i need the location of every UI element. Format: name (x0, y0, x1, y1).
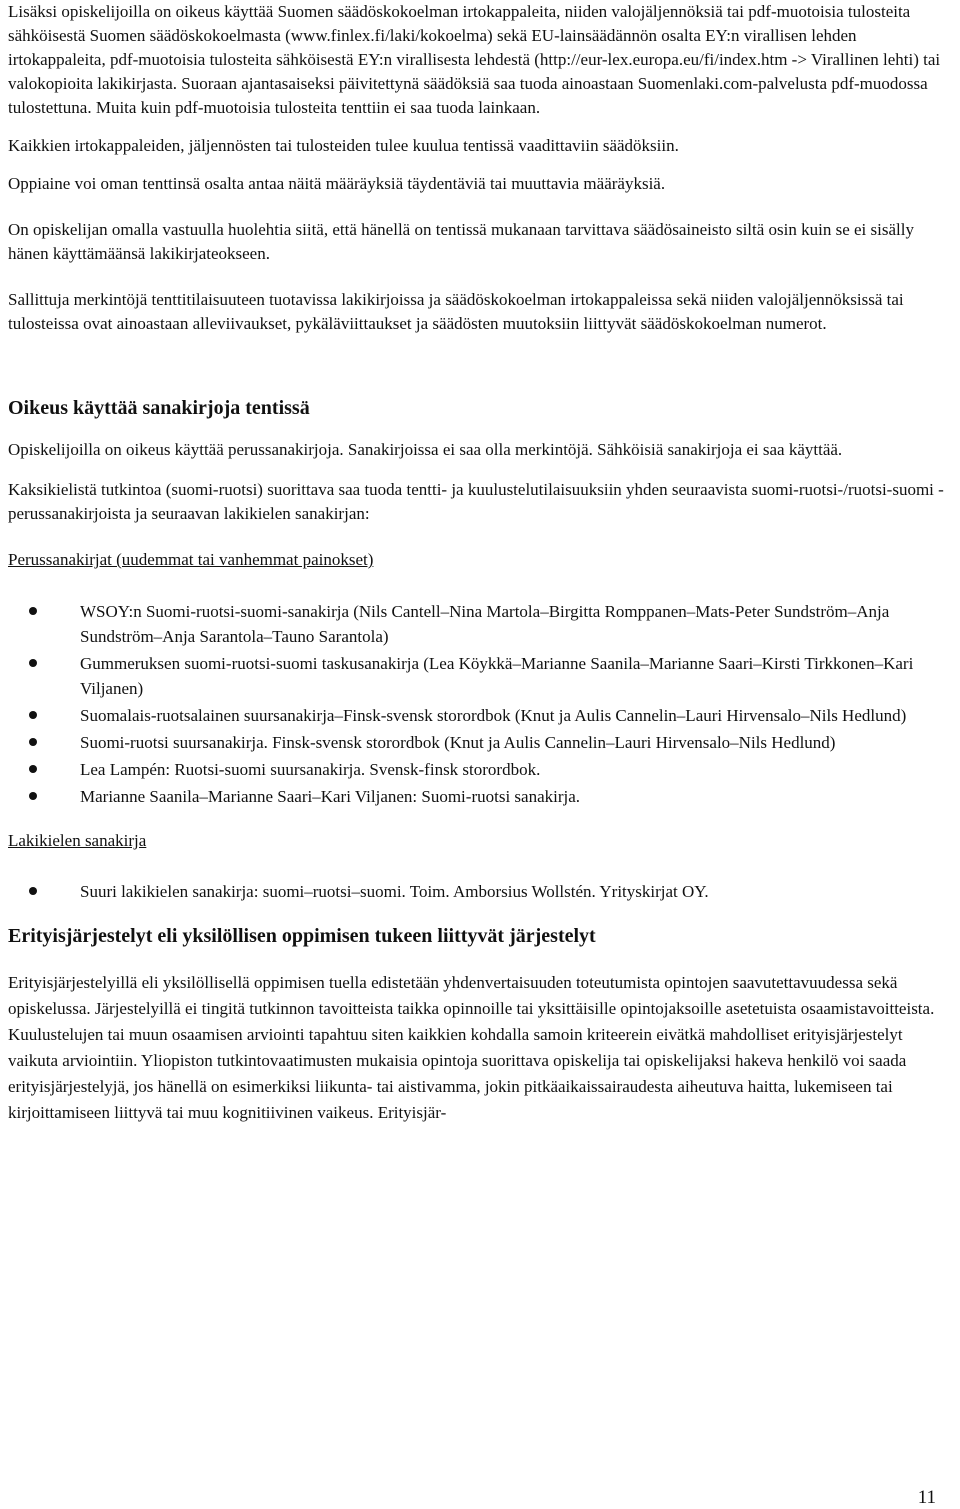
paragraph-special-arrangements: Erityisjärjestelyillä eli yksilöllisellä oppimisen tuella edistetään yhdenvertaisuuden toteutumista opintojen saavutettavuudessa sekä opiskelussa. Järjestelyillä ei tingitä tutkinnon tavoitteista taikka opinnoille tai yksittäisille opintojaksoille asetetuista osaamistavoitteista. Kuulustelujen tai muun osaamisen arviointi tapahtuu siten kaikkien kohdalla samoin kriteerein eivätkä mahdolliset erityisjärjestelyt vaikuta arviointiin. Yliopiston tutkintovaatimusten mukaisia opintoja suorittava opiskelija tai opiskelijaksi hakeva henkilö voi saada erityisjärjestelyjä, jos hänellä on esimerkiksi liikunta- tai aistivamma, jokin pitkäaikaissairaudesta aiheutuva haitta, lukemiseen tai kirjoittamiseen liittyvä tai muu kognitiivinen vaikeus. Erityisjär- (8, 973, 935, 1122)
bullet-icon (29, 887, 37, 895)
list-item (8, 879, 956, 904)
paragraph-dictionaries-intro: Opiskelijoilla on oikeus käyttää perussanakirjoja. Sanakirjoissa ei saa olla merkintöjä. Sähköisiä sanakirjoja ei saa käyttää. (8, 440, 843, 459)
bullet-icon (29, 659, 37, 667)
paragraph-required-statutes: Kaikkien irtokappaleiden, jäljennösten tai tulosteiden tulee kuulua tentissä vaadittaviin säädöksiin. (8, 136, 679, 155)
legal-dictionary-list (8, 879, 956, 904)
bullet-icon (29, 607, 37, 615)
list-item-text: WSOY:n Suomi-ruotsi-suomi-sanakirja (Nils Cantell–Nina Martola–Birgitta Romppanen–Mats-Peter Sundström–Anja Sundström–Anja Sarantola–Tauno Sarantola) (80, 602, 890, 646)
bullet-icon (29, 792, 37, 800)
list-item-text: Gummeruksen suomi-ruotsi-suomi taskusanakirja (Lea Köykkä–Marianne Saanila–Marianne Saari–Kirsti Tirkkonen–Kari Viljanen) (80, 654, 914, 698)
list-item (8, 651, 956, 701)
list-item (8, 703, 956, 728)
section-heading-special-arrangements: Erityisjärjestelyt eli yksilöllisen oppimisen tukeen liittyvät järjestelyt (8, 925, 596, 947)
paragraph-bilingual-degree: Kaksikielistä tutkintoa (suomi-ruotsi) suorittava saa tuoda tentti- ja kuulustelutilaisuuksiin yhden seuraavista suomi-ruotsi-/ruotsi-suomi -perussanakirjoista ja seuraavan lakikielen sanakirjan: (8, 480, 944, 523)
bullet-icon (29, 711, 37, 719)
basic-dictionaries-label: Perussanakirjat (uudemmat tai vanhemmat painokset) (8, 550, 374, 569)
paragraph-statute-copies: Lisäksi opiskelijoilla on oikeus käyttää Suomen säädöskokoelman irtokappaleita, niiden valojäljennöksiä tai pdf-muotoisia tulosteita sähköisestä Suomen säädöskokoelmasta (www.finlex.fi/laki/kokoelma) sekä EU-lainsäädännön osalta EY:n virallisen lehden irtokappaleita, pdf-muotoisia tulosteita sähköisestä EY:n virallisesta lehdestä (http://eur-lex.europa.eu/fi/index.htm -> Virallinen lehti) tai valokopioita lakikirjasta. Suoraan ajantasaiseksi päivitettynä säädöksiä saa tuoda ainoastaan Suomenlaki.com-palvelusta pdf-muodossa tulostettuna. Muita kuin pdf-muotoisia tulosteita tenttiin ei saa tuoda lainkaan. (8, 2, 941, 117)
page-number: 11 (917, 1487, 936, 1508)
bullet-icon (29, 738, 37, 746)
list-item-text: Suomalais-ruotsalainen suursanakirja–Finsk-svensk storordbok (Knut ja Aulis Cannelin–Lauri Hirvensalo–Nils Hedlund) (80, 706, 907, 725)
section-heading-dictionaries: Oikeus käyttää sanakirjoja tentissä (8, 397, 310, 419)
list-item (8, 599, 956, 649)
list-item-text: Lea Lampén: Ruotsi-suomi suursanakirja. Svensk-finsk storordbok. (80, 760, 541, 779)
list-item (8, 730, 956, 755)
list-item-text: Suomi-ruotsi suursanakirja. Finsk-svensk storordbok (Knut ja Aulis Cannelin–Lauri Hirvensalo–Nils Hedlund) (80, 733, 836, 752)
list-item-text: Suuri lakikielen sanakirja: suomi–ruotsi–suomi. Toim. Amborsius Wollstén. Yrityskirjat OY. (80, 882, 709, 901)
list-item (8, 784, 956, 809)
document-page (8, 0, 956, 1126)
list-item-text: Marianne Saanila–Marianne Saari–Kari Viljanen: Suomi-ruotsi sanakirja. (80, 787, 581, 806)
paragraph-subject-rules: Oppiaine voi oman tenttinsä osalta antaa näitä määräyksiä täydentäviä tai muuttavia määräyksiä. (8, 174, 666, 193)
paragraph-student-responsibility: On opiskelijan omalla vastuulla huolehtia siitä, että hänellä on tentissä mukanaan tarvittava säädösaineisto siltä osin kuin se ei sisälly hänen käyttämäänsä lakikirjateokseen. (8, 220, 914, 263)
bullet-icon (29, 765, 37, 773)
list-item (8, 757, 956, 782)
basic-dictionaries-list (8, 599, 956, 809)
paragraph-allowed-markings: Sallittuja merkintöjä tenttitilaisuuteen tuotavissa lakikirjoissa ja säädöskokoelman irtokappaleissa sekä niiden valojäljennöksissä tai tulosteissa ovat ainoastaan alleviivaukset, pykäläviittaukset ja säädösten muutoksiin liittyvät säädöskokoelman numerot. (8, 290, 904, 333)
legal-dictionary-label: Lakikielen sanakirja (8, 831, 147, 850)
